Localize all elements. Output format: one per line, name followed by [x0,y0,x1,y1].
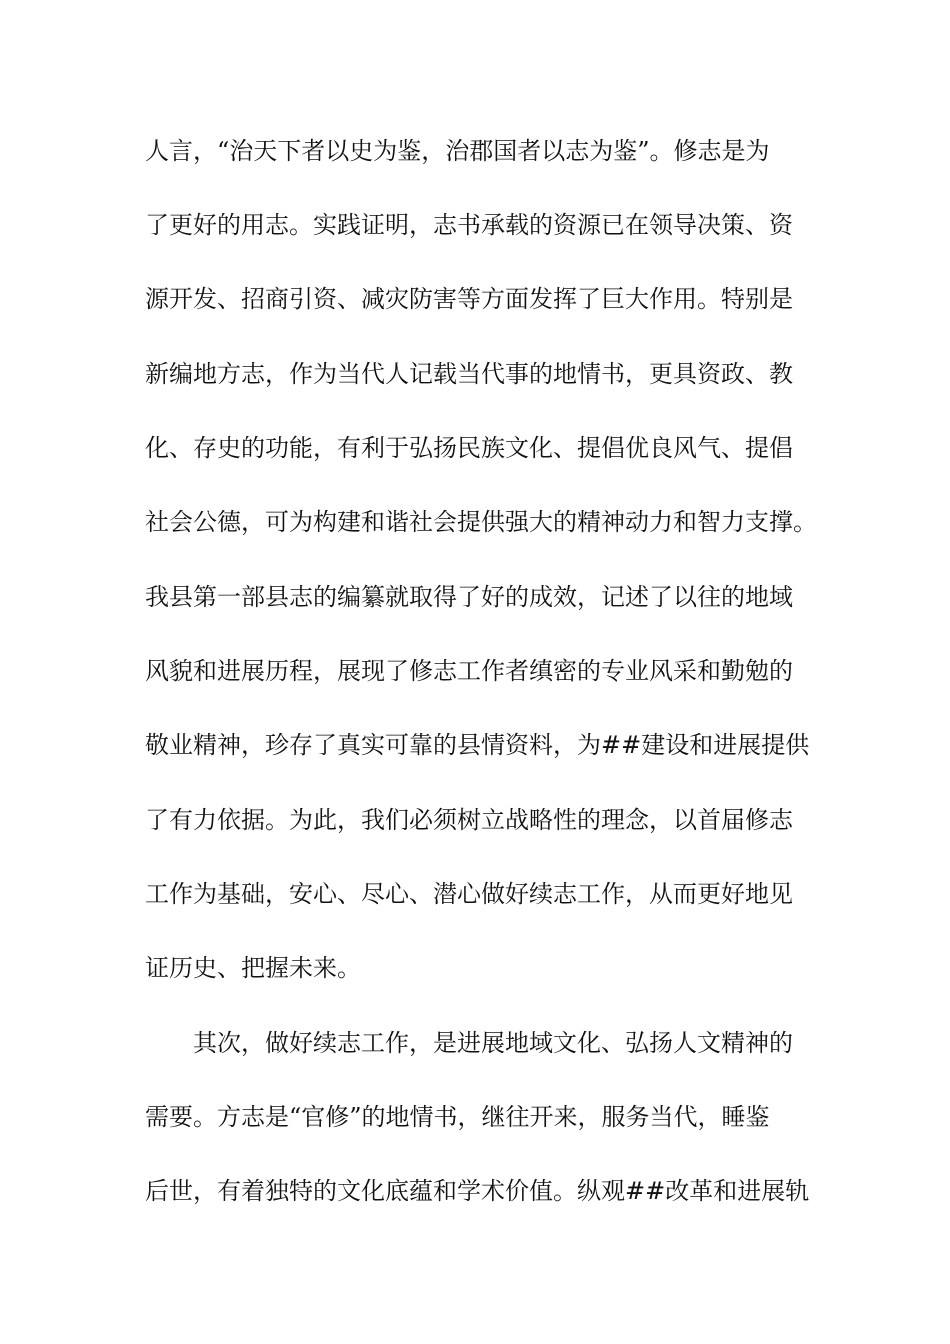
paragraph-first-line: 其次，做好续志工作，是进展地域文化、弘扬人文精神的 [193,1029,793,1057]
text-line: 后世，有着独特的文化底蕴和学术价值。纵观##改革和进展轨 [145,1177,810,1205]
text-line: 了更好的用志。实践证明，志书承载的资源已在领导决策、资 [145,211,793,239]
text-line: 工作为基础，安心、尽心、潜心做好续志工作，从而更好地见 [145,880,793,908]
text-line: 新编地方志，作为当代人记载当代事的地情书，更具资政、教 [145,360,793,388]
text-line: 我县第一部县志的编纂就取得了好的成效，记述了以往的地域 [145,583,793,611]
text-line: 敬业精神，珍存了真实可靠的县情资料，为##建设和进展提供 [145,731,810,759]
text-line: 证历史、把握未来。 [145,954,361,982]
text-line: 化、存史的功能，有利于弘扬民族文化、提倡优良风气、提倡 [145,434,793,462]
text-line: 人言，“治天下者以史为鉴，治郡国者以志为鉴”。修志是为 [145,137,770,165]
text-line: 源开发、招商引资、减灾防害等方面发挥了巨大作用。特别是 [145,285,793,313]
text-line: 风貌和进展历程，展现了修志工作者缜密的专业风采和勤勉的 [145,657,793,685]
text-line: 需要。方志是“官修”的地情书，继往开来，服务当代，睡鉴 [145,1103,770,1131]
text-line: 了有力依据。为此，我们必须树立战略性的理念，以首届修志 [145,806,793,834]
text-line: 社会公德，可为构建和谐社会提供强大的精神动力和智力支撑。 [145,508,817,536]
